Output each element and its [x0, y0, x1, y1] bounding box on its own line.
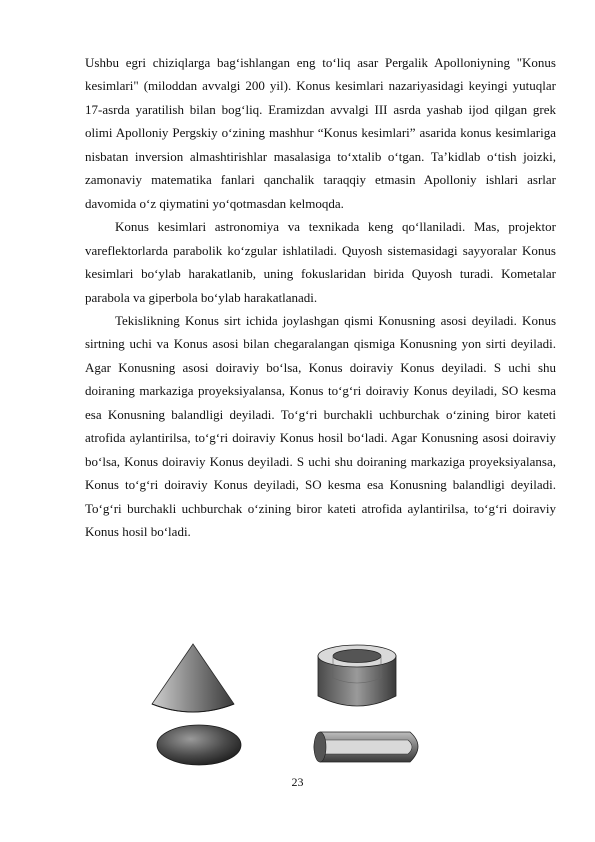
- ellipsoid-icon: [154, 722, 244, 768]
- paragraph-1: Ushbu egri chiziqlarga bag‘ishlangan eng to‘liq asar Pergalik Apolloniyning "Konus kesimlari" (miloddan avvalgi 200 yil). Konus kesimlari nazariyasidagi keyingi yutuqlar 17-asrda yaratilish bilan bog‘liq. Eramizdan avvalgi III asrda yashab ijod qilgan grek olimi Apolloniy Pergskiy o‘zining mashhur “Konus kesimlari” asarida konus kesimlariga nisbatan inversion almashtirishlar masalasiga to‘xtalib o‘tgan. Ta’kidlab o‘tish joizki, zamonaviy matematika fanlari qanchalik taraqqiy etmasin Apolloniy ishlari asrlar davomida o‘z qiymatini yo‘qotmasdan kelmoqda.: [85, 55, 556, 211]
- figures-block: [140, 640, 440, 770]
- ring-segment-icon: [312, 642, 402, 714]
- paragraph-2: Konus kesimlari astronomiya va texnikada keng qo‘llaniladi. Mas, projektor vareflektorlarda parabolik ko‘zgular ishlatiladi. Quyosh sistemasidagi sayyoralar Konus kesimlari bo‘ylab harakatlanib, uning fokuslaridan birida Quyosh turadi. Kometalar parabola va giperbola bo‘ylab harakatlanadi.: [85, 219, 556, 305]
- page-number: 23: [291, 775, 304, 789]
- paragraph-3: Tekislikning Konus sirt ichida joylashgan qismi Konusning asosi deyiladi. Konus sirtning uchi va Konus asosi bilan chegaralangan qismiga Konusning yon sirti deyiladi. Agar Konusning asosi doiraviy bo‘lsa, Konus doiraviy Konus deyiladi. S uchi shu doiraning markaziga proyeksiyalansa, Konus to‘g‘ri doiraviy Konus deyiladi, SO kesma esa Konusning balandligi deyiladi. To‘g‘ri burchakli uchburchak o‘zining biror kateti atrofida aylantirilsa, to‘g‘ri doiraviy Konus hosil bo‘ladi. Agar Konusning asosi doiraviy bo‘lsa, Konus doiraviy Konus deyiladi. S uchi shu doiraning markaziga proyeksiyalansa, Konus to‘g‘ri doiraviy Konus deyiladi, SO kesma esa Konusning balandligi deyiladi. To‘g‘ri burchakli uchburchak o‘zining biror kateti atrofida aylantirilsa, to‘g‘ri doiraviy Konus hosil bo‘ladi.: [85, 312, 556, 540]
- body-text: [85, 51, 556, 544]
- pipe-half-icon: [310, 720, 430, 772]
- cone-icon: [148, 640, 238, 718]
